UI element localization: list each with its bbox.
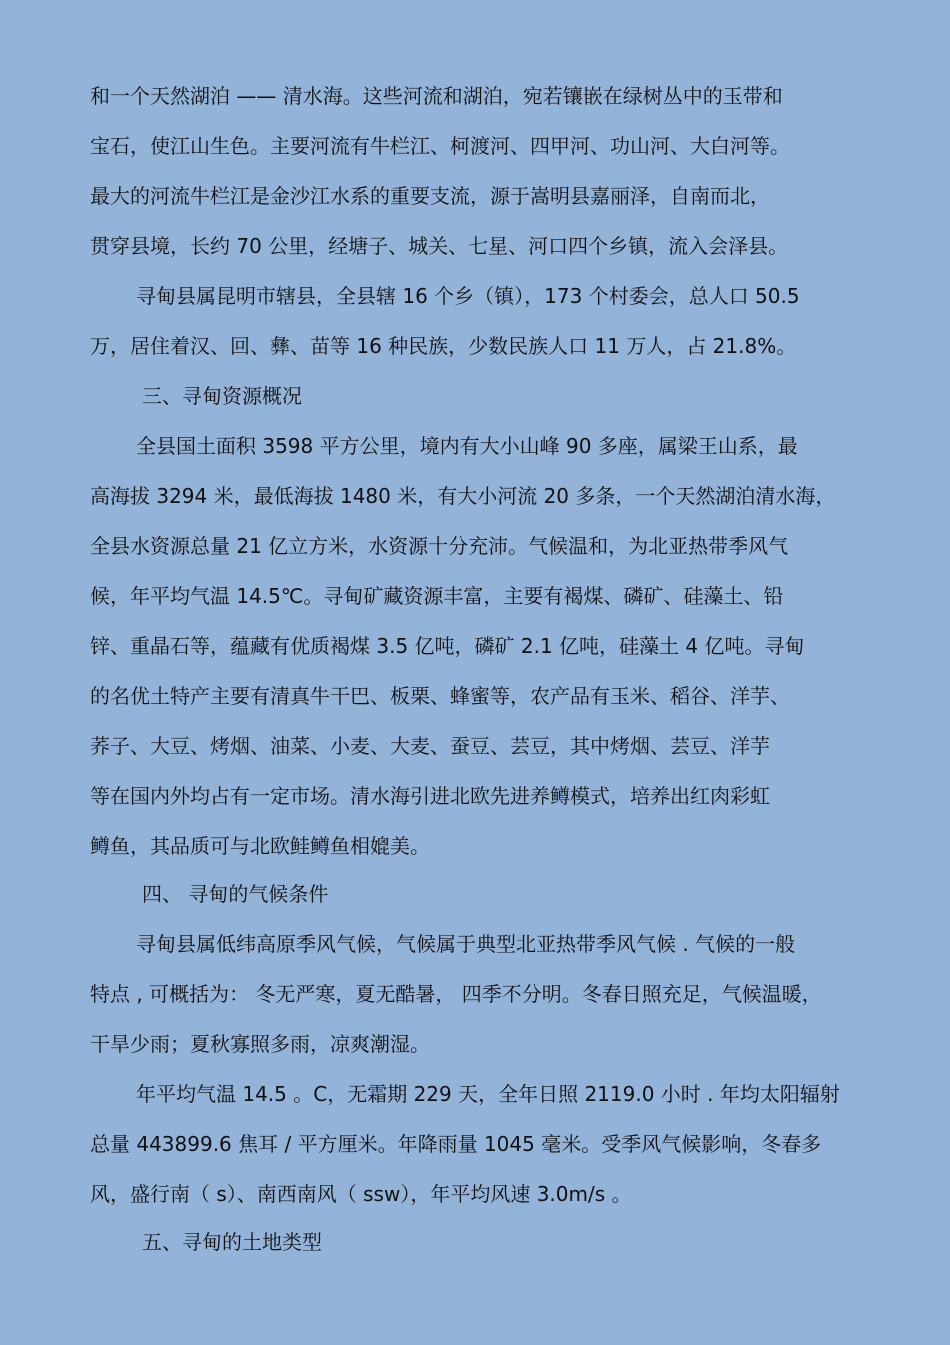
paragraph-line: 候，年平均气温 14.5℃。寻甸矿藏资源丰富，主要有褐煤、磷矿、硅藻土、铅 [90, 584, 784, 608]
paragraph-line: 年平均气温 14.5 。C，无霜期 229 天，全年日照 2119.0 小时 . 年均太阳辐射 [136, 1082, 840, 1106]
paragraph-line: 总量 443899.6 焦耳 / 平方厘米。年降雨量 1045 毫米。受季风气候影响，冬春多 [90, 1132, 822, 1156]
paragraph-line: 和一个天然湖泊 —— 清水海。这些河流和湖泊，宛若镶嵌在绿树丛中的玉带和 [90, 84, 783, 108]
paragraph-line: 特点 , 可概括为： 冬无严寒，夏无酷暑， 四季不分明。冬春日照充足，气候温暖， [90, 982, 822, 1006]
paragraph-line: 寻甸县属昆明市辖县，全县辖 16 个乡（镇），173 个村委会，总人口 50.5 [136, 284, 800, 308]
paragraph-line: 鳟鱼，其品质可与北欧鲑鳟鱼相媲美。 [90, 834, 430, 858]
paragraph-line: 最大的河流牛栏江是金沙江水系的重要支流，源于嵩明县嘉丽泽，自南而北， [90, 184, 770, 208]
section-heading: 三、寻甸资源概况 [142, 384, 302, 408]
paragraph-line: 风，盛行南（ s）、南西南风（ ssw），年平均风速 3.0m/s 。 [90, 1182, 632, 1206]
paragraph-line: 等在国内外均占有一定市场。清水海引进北欧先进养鳟模式，培养出红肉彩虹 [90, 784, 770, 808]
paragraph-line: 的名优土特产主要有清真牛干巴、板栗、蜂蜜等，农产品有玉米、稻谷、洋芋、 [90, 684, 790, 708]
paragraph-line: 荞子、大豆、烤烟、油菜、小麦、大麦、蚕豆、芸豆，其中烤烟、芸豆、洋芋 [90, 734, 770, 758]
paragraph-line: 干旱少雨；夏秋寡照多雨，凉爽潮湿。 [90, 1032, 430, 1056]
paragraph-line: 锌、重晶石等，蕴藏有优质褐煤 3.5 亿吨，磷矿 2.1 亿吨，硅藻土 4 亿吨。寻甸 [90, 634, 805, 658]
paragraph-line: 全县国土面积 3598 平方公里，境内有大小山峰 90 多座，属梁王山系，最 [136, 434, 798, 458]
section-heading: 五、寻甸的土地类型 [142, 1230, 322, 1254]
paragraph-line: 贯穿县境，长约 70 公里，经塘子、城关、七星、河口四个乡镇，流入会泽县。 [90, 234, 789, 258]
paragraph-line: 宝石，使江山生色。主要河流有牛栏江、柯渡河、四甲河、功山河、大白河等。 [90, 134, 790, 158]
paragraph-line: 寻甸县属低纬高原季风气候，气候属于典型北亚热带季风气候 . 气候的一般 [136, 932, 796, 956]
section-heading: 四、 寻甸的气候条件 [142, 882, 329, 906]
paragraph-line: 高海拔 3294 米，最低海拔 1480 米，有大小河流 20 多条，一个天然湖泊清水海， [90, 484, 836, 508]
paragraph-line: 全县水资源总量 21 亿立方米，水资源十分充沛。气候温和，为北亚热带季风气 [90, 534, 789, 558]
paragraph-line: 万，居住着汉、回、彝、苗等 16 种民族，少数民族人口 11 万人，占 21.8%。 [90, 334, 797, 358]
